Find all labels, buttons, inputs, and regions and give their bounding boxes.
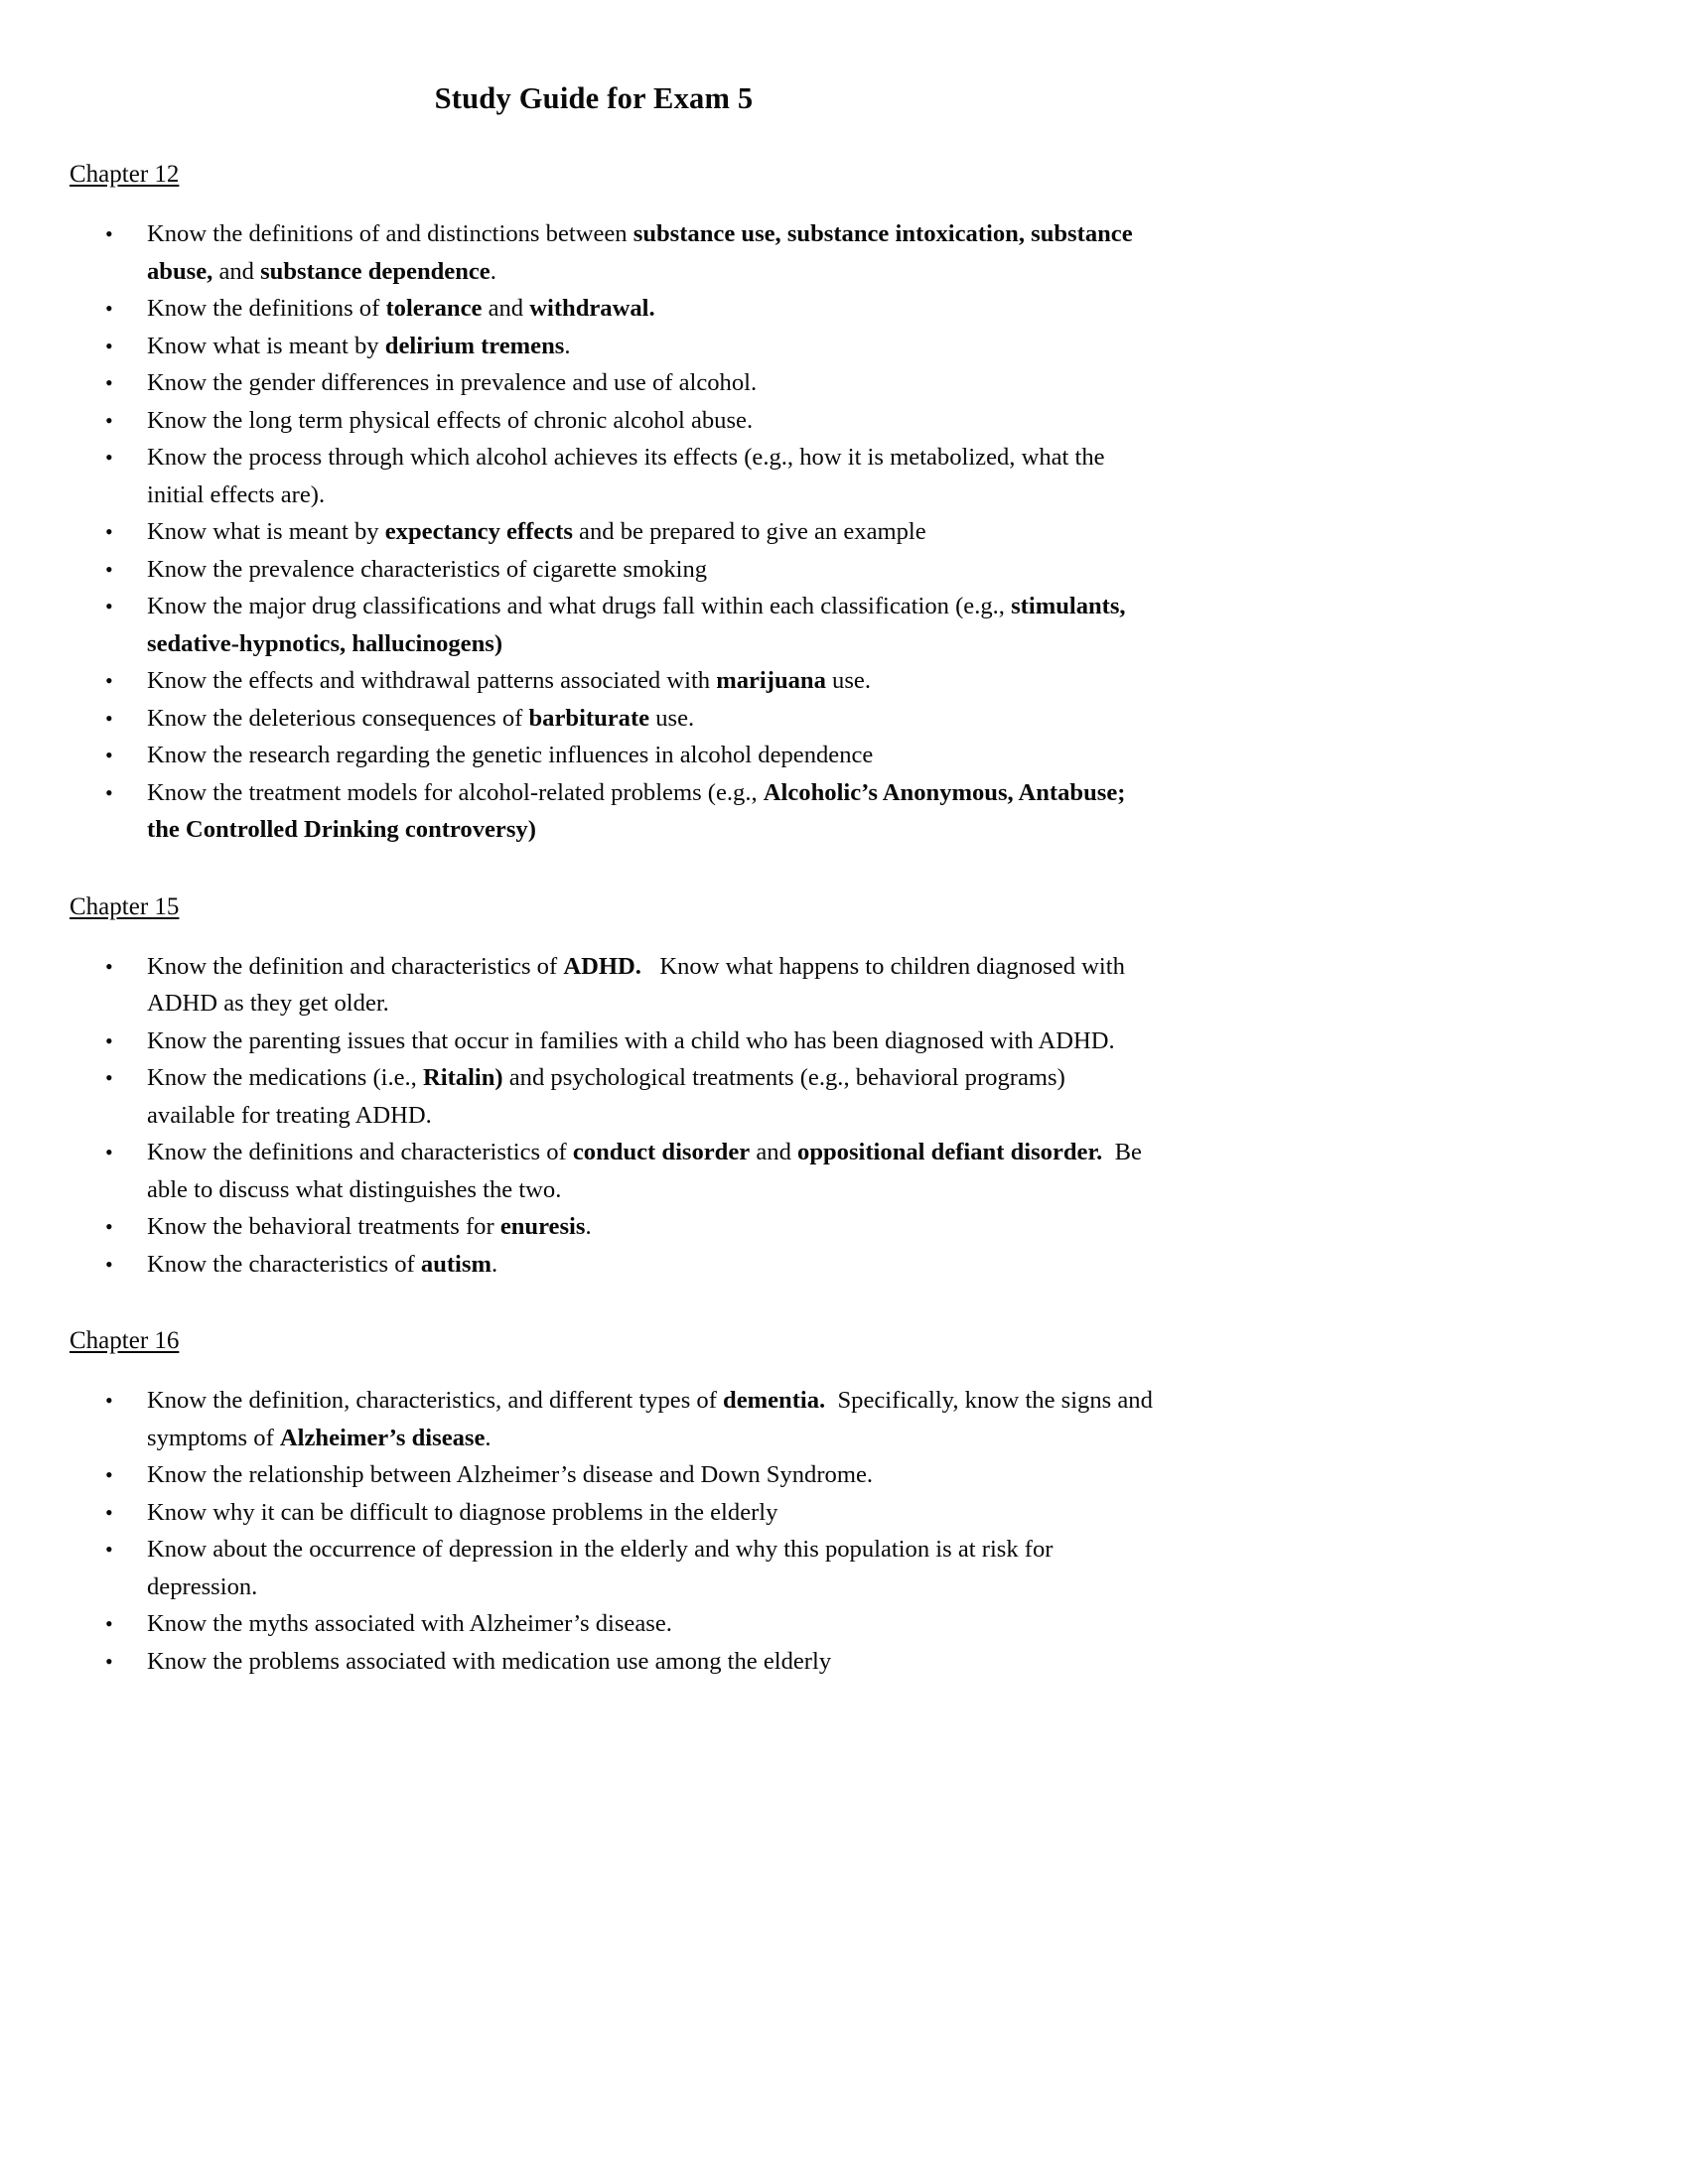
body-text: Know the medications (i.e.,: [147, 1064, 423, 1092]
bullet-dot-icon: [105, 1643, 117, 1681]
list-item: [70, 1059, 1154, 1134]
body-text: Know the gender differences in prevalence and use of alcohol.: [147, 369, 758, 397]
body-text: Know the problems associated with medication use among the elderly: [147, 1647, 832, 1675]
body-text: .: [585, 1213, 592, 1241]
body-text: Be able to discuss what distinguishes the two.: [147, 1139, 1149, 1203]
emphasis-term: conduct disorder: [572, 1139, 751, 1166]
list-item: [70, 588, 1154, 662]
body-text: Know the definitions and characteristics of: [147, 1139, 573, 1166]
bullet-dot-icon: [105, 588, 117, 625]
body-text: Know the definitions of: [147, 295, 386, 323]
list-item: [70, 1134, 1154, 1208]
emphasis-term: Alzheimer’s disease: [279, 1424, 486, 1451]
body-text: Know the definition, characteristics, and different types of: [147, 1387, 724, 1415]
body-text: use.: [649, 704, 695, 732]
body-text: Know the long term physical effects of chronic alcohol abuse.: [147, 406, 754, 434]
body-text: and psychological treatments (e.g., behavioral programs) available for treating ADHD.: [147, 1064, 1071, 1129]
sections-container: [70, 160, 1160, 1680]
body-text: Know the effects and withdrawal patterns associated with: [147, 667, 717, 695]
chapter-heading-label: Chapter 15: [70, 892, 180, 920]
body-text: Know the characteristics of: [147, 1250, 421, 1278]
chapter-heading: [70, 892, 1154, 922]
emphasis-term: enuresis: [499, 1213, 586, 1241]
bullet-dot-icon: [105, 364, 117, 402]
body-text: Know what is meant by: [147, 332, 385, 359]
emphasis-term: dementia.: [723, 1387, 826, 1415]
body-text: Know why it can be difficult to diagnose problems in the elderly: [147, 1498, 778, 1526]
list-item: [70, 290, 1154, 328]
body-text: Specifically, know the signs and symptoms of: [147, 1387, 1160, 1451]
bullet-dot-icon: [105, 1023, 117, 1060]
bullet-dot-icon: [105, 662, 117, 700]
list-item: [70, 328, 1154, 365]
body-text: Know what is meant by: [147, 518, 385, 546]
emphasis-term: stimulants, sedative-hypnotics, hallucinogens): [147, 593, 1132, 657]
body-text: Know the treatment models for alcohol-related problems (e.g.,: [147, 778, 764, 806]
bullet-dot-icon: [105, 402, 117, 440]
list-item: [70, 1643, 1154, 1681]
list-item: [70, 402, 1154, 440]
body-text: Know the process through which alcohol achieves its effects (e.g., how it is metabolized, what the initial effects are).: [147, 444, 1111, 508]
chapter-bullet-list: [70, 215, 1154, 849]
emphasis-term: autism: [420, 1250, 492, 1278]
list-item: [70, 513, 1154, 551]
page-title: Study Guide for Exam 5: [434, 81, 754, 115]
list-item: [70, 774, 1154, 849]
chapter-heading: [70, 160, 1154, 190]
body-text: Know the relationship between Alzheimer’s disease and Down Syndrome.: [147, 1461, 874, 1489]
body-text: Know the research regarding the genetic influences in alcohol dependence: [147, 742, 874, 769]
list-item: [70, 1531, 1154, 1605]
emphasis-term: withdrawal.: [529, 295, 655, 323]
bullet-dot-icon: [105, 1605, 117, 1643]
body-text: Know the behavioral treatments for: [147, 1213, 500, 1241]
body-text: Know the definitions of and distinctions between: [147, 220, 633, 248]
body-text: and: [750, 1139, 798, 1166]
bullet-dot-icon: [105, 1059, 117, 1097]
bullet-dot-icon: [105, 1531, 117, 1569]
body-text: and: [212, 257, 261, 285]
body-text: Know the major drug classifications and what drugs fall within each classification (e.g.,: [147, 593, 1012, 620]
bullet-dot-icon: [105, 551, 117, 589]
emphasis-term: Alcoholic’s Anonymous, Antabuse; the Controlled Drinking controversy): [147, 778, 1132, 844]
list-item: [70, 1605, 1154, 1643]
body-text: Know the definition and characteristics of: [147, 952, 564, 980]
chapter-heading-label: Chapter 12: [70, 161, 180, 189]
emphasis-term: oppositional defiant disorder.: [797, 1139, 1103, 1166]
emphasis-term: Ritalin): [422, 1064, 503, 1092]
list-item: [70, 1208, 1154, 1246]
list-item: [70, 1382, 1160, 1456]
list-item: [70, 364, 1154, 402]
chapter-heading: [70, 1326, 1154, 1356]
body-text: Know the prevalence characteristics of cigarette smoking: [147, 555, 708, 583]
list-item: [70, 215, 1154, 290]
emphasis-term: expectancy effects: [384, 518, 573, 546]
bullet-dot-icon: [105, 328, 117, 365]
chapter-heading-label: Chapter 16: [70, 1327, 180, 1355]
list-item: [70, 700, 1154, 738]
body-text: and: [482, 295, 530, 323]
bullet-dot-icon: [105, 290, 117, 328]
list-item: [70, 1246, 1154, 1284]
body-text: .: [485, 1424, 492, 1451]
body-text: Know what happens to children diagnosed with ADHD as they get older.: [147, 952, 1130, 1018]
emphasis-term: substance dependence: [260, 257, 491, 285]
bullet-dot-icon: [105, 774, 117, 812]
body-text: and be prepared to give an example: [572, 518, 926, 546]
bullet-dot-icon: [105, 1456, 117, 1494]
chapter-bullet-list: [70, 1382, 1160, 1680]
list-item: [70, 551, 1154, 589]
bullet-dot-icon: [105, 1208, 117, 1246]
list-item: [70, 1023, 1154, 1060]
bullet-dot-icon: [105, 1494, 117, 1532]
body-text: use.: [825, 667, 871, 695]
bullet-dot-icon: [105, 948, 117, 986]
emphasis-term: marijuana: [716, 667, 826, 695]
emphasis-term: ADHD.: [563, 952, 641, 980]
chapter-bullet-list: [70, 948, 1154, 1284]
bullet-dot-icon: [105, 513, 117, 551]
list-item: [70, 662, 1154, 700]
emphasis-term: substance use, substance intoxication, substance abuse,: [147, 220, 1139, 285]
list-item: [70, 1494, 1154, 1532]
body-text: .: [491, 1250, 498, 1278]
bullet-dot-icon: [105, 1134, 117, 1171]
list-item: [70, 1456, 1154, 1494]
bullet-dot-icon: [105, 700, 117, 738]
bullet-dot-icon: [105, 1246, 117, 1284]
bullet-dot-icon: [105, 1382, 117, 1420]
body-text: Know the myths associated with Alzheimer’s disease.: [147, 1610, 672, 1638]
list-item: [70, 737, 1154, 774]
body-text: Know about the occurrence of depression in the elderly and why this population is at risk for depression.: [147, 1536, 1059, 1600]
emphasis-term: delirium tremens: [384, 332, 565, 359]
bullet-dot-icon: [105, 737, 117, 774]
list-item: [70, 439, 1154, 513]
emphasis-term: tolerance: [385, 295, 483, 323]
bullet-dot-icon: [105, 215, 117, 253]
body-text: Know the deleterious consequences of: [147, 704, 529, 732]
emphasis-term: barbiturate: [528, 704, 650, 732]
body-text: .: [564, 332, 571, 359]
body-text: .: [490, 257, 496, 285]
bullet-dot-icon: [105, 439, 117, 477]
body-text: Know the parenting issues that occur in families with a child who has been diagnosed with ADHD.: [147, 1026, 1115, 1054]
list-item: [70, 948, 1154, 1023]
